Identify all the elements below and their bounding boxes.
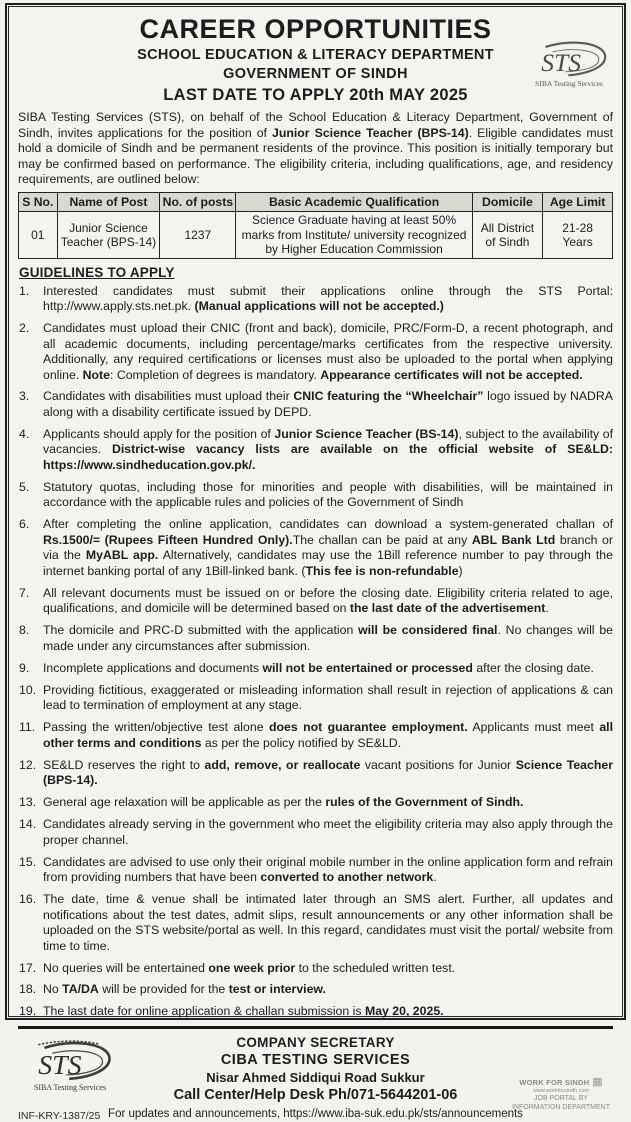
sts-logo xyxy=(527,37,611,88)
guideline-item: After completing the online application, candidates can download a system-generated challan of Rs.1500/= (Rupees Fifteen Hundred Only).The challan can be paid at any ABL Bank Ltd branch or via the MyABL app. Alternatively, candidates may use the 1Bill reference number to pay through the internet banking portal of any 1Bill-linked bank. (This fee is non-refundable) xyxy=(43,517,613,578)
col-header-post: Name of Post xyxy=(57,192,160,212)
ad-outer-border xyxy=(5,3,626,1122)
page-title: CAREER OPPORTUNITIES xyxy=(139,14,492,44)
guideline-item: SE&LD reserves the right to add, remove, or reallocate vacant positions for Junior Science Teacher (BPS-14). xyxy=(43,757,613,788)
badge-department: INFORMATION DEPARTMENT xyxy=(512,1103,610,1111)
helpdesk-phone: Call Center/Help Desk Ph/071-5644201-06 xyxy=(173,1087,458,1104)
organization-address: Nisar Ahmed Siddiqui Road Sukkur xyxy=(206,1070,425,1086)
sts-footer-logo xyxy=(24,1037,116,1092)
guideline-item: No queries will be entertained one week prior to the scheduled written test. xyxy=(43,960,456,975)
guidelines-heading: GUIDELINES TO APPLY xyxy=(19,264,175,280)
badge-title: WORK FOR SINDH xyxy=(519,1077,590,1087)
cell-age: 21-28 Years xyxy=(543,212,613,258)
guideline-item: General age relaxation will be applicable as per the rules of the Government of Sindh. xyxy=(43,795,524,810)
intro-paragraph: SIBA Testing Services (STS), on behalf of the School Education & Literacy Department, Government of Sindh, invites applications for the position of Junior Science Teacher (BPS-14). Eligible candidates must hold a domicile of Sindh and be permanent residents of the province. This position is initially temporary but may be confirmed based on performance. The eligibility criteria, including qualifications, age, and residency requirements, are outlined below: xyxy=(18,110,613,187)
cell-sno: 01 xyxy=(19,212,58,258)
cell-qualification: Science Graduate having at least 50% marks from Institute/ university recognized by Higher Education Commission xyxy=(236,212,472,258)
ad-inner-border xyxy=(8,6,623,1122)
organization-name: CIBA TESTING SERVICES xyxy=(220,1052,411,1069)
sts-footer-logo-swoosh-icon xyxy=(24,1037,116,1085)
guideline-item: No TA/DA will be provided for the test or interview. xyxy=(43,982,326,997)
header xyxy=(18,11,613,107)
badge-portal-by: JOB PORTAL BY xyxy=(534,1094,588,1102)
guideline-item: All relevant documents must be issued on or before the closing date. Eligibility criteria related to age, qualifications, and domicile will be determined based on the last date of the advertisement. xyxy=(43,585,613,616)
guidelines-list xyxy=(19,284,613,1027)
sts-footer-logo-caption: SIBA Testing Services xyxy=(33,1083,107,1093)
signatory-title: COMPANY SECRETARY xyxy=(236,1035,395,1051)
government-name: GOVERNMENT OF SINDH xyxy=(223,66,408,83)
table-row xyxy=(19,212,613,258)
qr-code-icon: ▦ xyxy=(592,1076,603,1089)
guideline-item: The last date for online application & challan submission is May 20, 2025. xyxy=(43,1004,444,1019)
advert-reference-number: INF-KRY-1387/25 xyxy=(18,1110,101,1122)
department-name: SCHOOL EDUCATION & LITERACY DEPARTMENT xyxy=(137,47,494,64)
guideline-item: Statutory quotas, including those for minorities and people with disabilities, will be maintained in accordance with the applicable rules and policies of the Government of Sindh xyxy=(43,479,613,510)
col-header-age: Age Limit xyxy=(543,192,613,212)
cell-post: Junior Science Teacher (BPS-14) xyxy=(57,212,160,258)
footer xyxy=(18,1026,613,1122)
guideline-item: Candidates with disabilities must upload their CNIC featuring the “Wheelchair” logo issued by NADRA along with a disability certificate issued by DEPD. xyxy=(43,389,613,419)
vacancy-table xyxy=(18,192,613,259)
col-header-sno: S No. xyxy=(19,192,58,212)
table-header-row xyxy=(19,192,613,212)
cell-domicile: All District of Sindh xyxy=(472,212,543,258)
sts-logo-swoosh-icon xyxy=(527,37,611,81)
guideline-item: Passing the written/objective test alone does not guarantee employment. Applicants must meet all other terms and conditions as per the policy notified by SE&LD. xyxy=(43,720,613,750)
col-header-qualification: Basic Academic Qualification xyxy=(236,192,472,212)
svg-text:STS: STS xyxy=(38,1050,82,1082)
guideline-item: Applicants should apply for the position of Junior Science Teacher (BS-14), subject to the availability of vacancies. District-wise vacancy lists are available on the official website of SE&LD: https://www.sindheducation.gov.pk/. xyxy=(43,426,614,472)
guideline-item: Incomplete applications and documents will not be entertained or processed after the closing date. xyxy=(43,660,594,675)
svg-text:STS: STS xyxy=(541,48,582,78)
updates-url-line: For updates and announcements, https://www.iba-suk.edu.pk/sts/announcements xyxy=(108,1108,523,1121)
cell-posts: 1237 xyxy=(160,212,236,258)
sts-logo-caption: SIBA Testing Services xyxy=(535,79,603,88)
guideline-item: Candidates already serving in the government who meet the eligibility criteria may also apply through the proper channel. xyxy=(43,817,613,847)
guideline-item: Interested candidates must submit their applications online through the STS Portal: http://www.apply.sts.net.pk. (Manual applications will not be accepted.) xyxy=(43,283,613,314)
col-header-posts: No. of posts xyxy=(160,192,236,212)
work-for-sindh-badge xyxy=(509,1077,613,1112)
guideline-item: The date, time & venue shall be intimated later through an SMS alert. Further, all updates and notifications about the test dates, admit slips, result announcements or any other information shall be uploaded on the STS website/portal as well. In this regard, candidates must visit the portal/ website from time to time. xyxy=(43,892,613,953)
badge-url: www.workforsindh.com xyxy=(532,1088,590,1095)
guideline-item: Providing fictitious, exaggerated or misleading information shall result in rejection of applications & can lead to termination of employment at any stage. xyxy=(43,682,613,713)
guideline-item: The domicile and PRC-D submitted with the application will be considered final. No changes will be made under any circumstances after submission. xyxy=(43,623,613,653)
guideline-item: Candidates must upload their CNIC (front and back), domicile, PRC/Form-D, a recent photograph, and all academic documents, including percentage/marks certificates from the respective university. Additionally, any required certifications or licenses must also be uploaded to the portal when applying online. Note: Completion of degrees is mandatory. Appearance certificates will not be accepted. xyxy=(43,321,613,382)
last-date-line: LAST DATE TO APPLY 20th MAY 2025 xyxy=(163,86,468,105)
guideline-item: Candidates are advised to use only their original mobile number in the online application form and refrain from providing numbers that have been converted to another network. xyxy=(43,854,613,885)
col-header-domicile: Domicile xyxy=(472,192,543,212)
